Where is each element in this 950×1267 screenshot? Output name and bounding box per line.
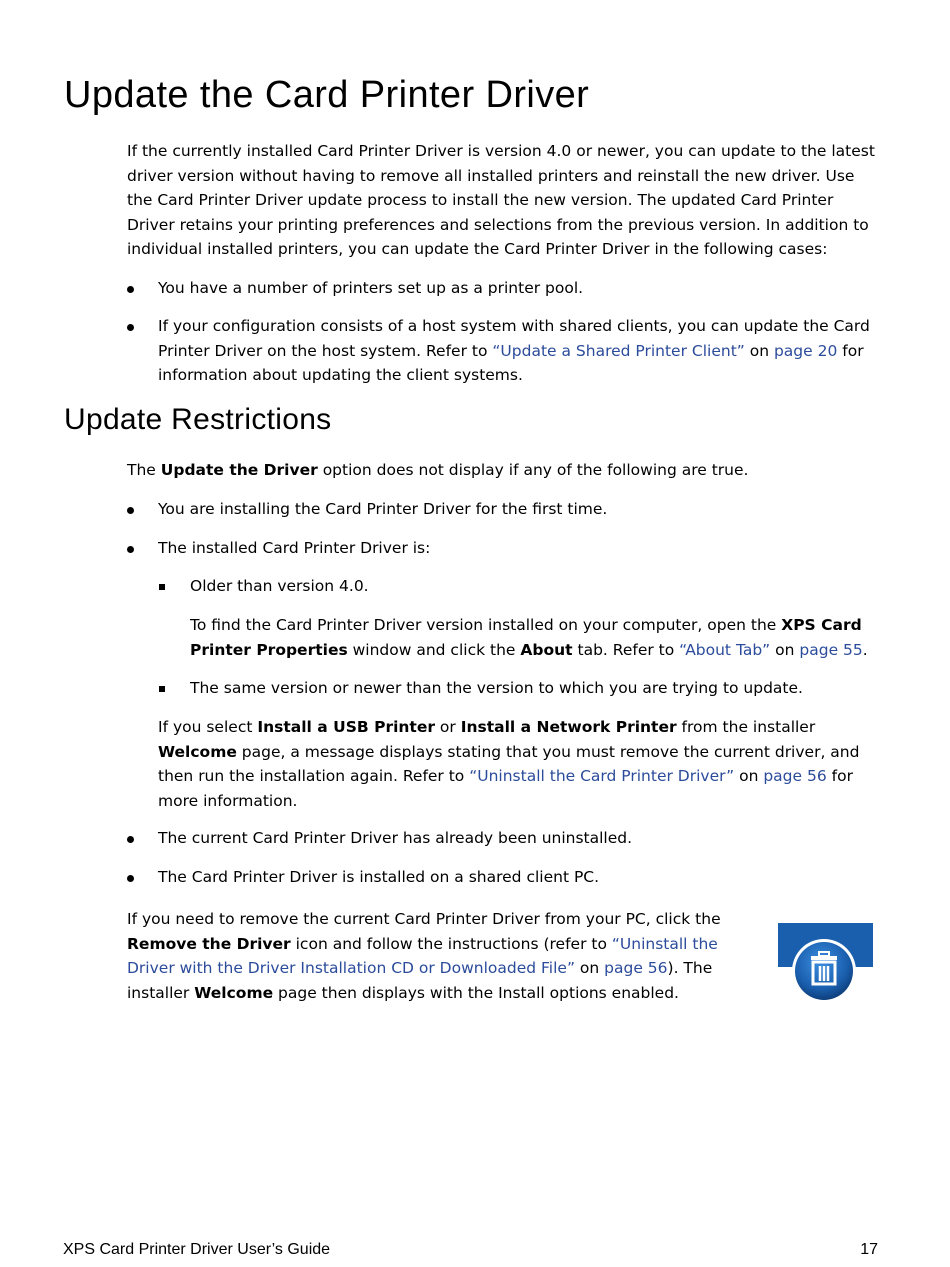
link-page-55[interactable]: page 55 xyxy=(799,640,863,659)
square-marker xyxy=(159,584,165,590)
page-number: 17 xyxy=(860,1241,878,1258)
bullet-host-system: If your configuration consists of a host system with shared clients, you can update the Card Printer Driver on the host system. Refer to “Update a Shared Printer Client” on page 20 for information about updating the client systems. xyxy=(158,317,870,384)
bullet-already-uninstalled: The current Card Printer Driver has already been uninstalled. xyxy=(158,829,633,847)
bullet-printer-pool: You have a number of printers set up as a printer pool. xyxy=(158,279,584,297)
bullet-marker xyxy=(127,875,134,882)
install-note: If you select Install a USB Printer or Install a Network Printer from the installer Welcome page, a message displays stating that you must remove the current driver, and then run the installation again. Refer to “Uninstall the Card Printer Driver” on page 56 for more information. xyxy=(158,718,860,810)
version-note: To find the Card Printer Driver version installed on your computer, open the XPS Card Printer Properties window and click the About tab. Refer to “About Tab” on page 55. xyxy=(190,616,868,659)
bullet-marker xyxy=(127,286,134,293)
link-page-56[interactable]: page 56 xyxy=(763,767,827,785)
intro-paragraph: If the currently installed Card Printer Driver is version 4.0 or newer, you can update to the latest driver version without having to remove all installed printers and reinstall the new driver. Use the Card Printer Driver update process to install the new version. The updated Card Printer Driver retains your printing preferences and selections from the previous version. In addition to individual installed printers, you can update the Card Printer Driver in the following cases: xyxy=(127,142,875,258)
bullet-shared-client: The Card Printer Driver is installed on a shared client PC. xyxy=(158,868,600,886)
remove-driver-paragraph: If you need to remove the current Card Printer Driver from your PC, click the Remove the Driver icon and follow the instructions (refer to “Uninstall the Driver with the Driver Installation CD or Downloaded File” on page 56). The installer Welcome page then displays with the Install options enabled. xyxy=(127,910,721,1002)
trash-icon xyxy=(778,923,873,1003)
remove-driver-icon xyxy=(778,923,873,1003)
link-update-shared-printer-client[interactable]: “Update a Shared Printer Client” xyxy=(492,341,745,360)
link-about-tab[interactable]: “About Tab” xyxy=(679,640,771,659)
bullet-marker xyxy=(127,546,134,553)
section-title: Update Restrictions xyxy=(64,403,332,436)
link-uninstall-card-printer-driver[interactable]: “Uninstall the Card Printer Driver” xyxy=(469,767,735,785)
footer-title: XPS Card Printer Driver User’s Guide xyxy=(63,1241,331,1258)
square-marker xyxy=(159,686,165,692)
sub-bullet-older: Older than version 4.0. xyxy=(190,577,369,595)
bullet-marker xyxy=(127,324,134,331)
link-uninstall-driver-cd[interactable]: “Uninstall the Driver with the Driver Installation CD or Downloaded File” xyxy=(127,934,718,977)
sub-bullet-same-version: The same version or newer than the version to which you are trying to update. xyxy=(190,679,803,697)
bullet-installed-driver: The installed Card Printer Driver is: xyxy=(158,539,431,557)
bullet-marker xyxy=(127,507,134,514)
page-title: Update the Card Printer Driver xyxy=(64,74,590,116)
link-page-20[interactable]: page 20 xyxy=(773,341,838,360)
restrictions-intro: The Update the Driver option does not display if any of the following are true. xyxy=(127,461,749,479)
link-page-56-b[interactable]: page 56 xyxy=(604,959,668,977)
bullet-marker xyxy=(127,836,134,843)
bullet-first-time: You are installing the Card Printer Driver for the first time. xyxy=(158,500,608,518)
